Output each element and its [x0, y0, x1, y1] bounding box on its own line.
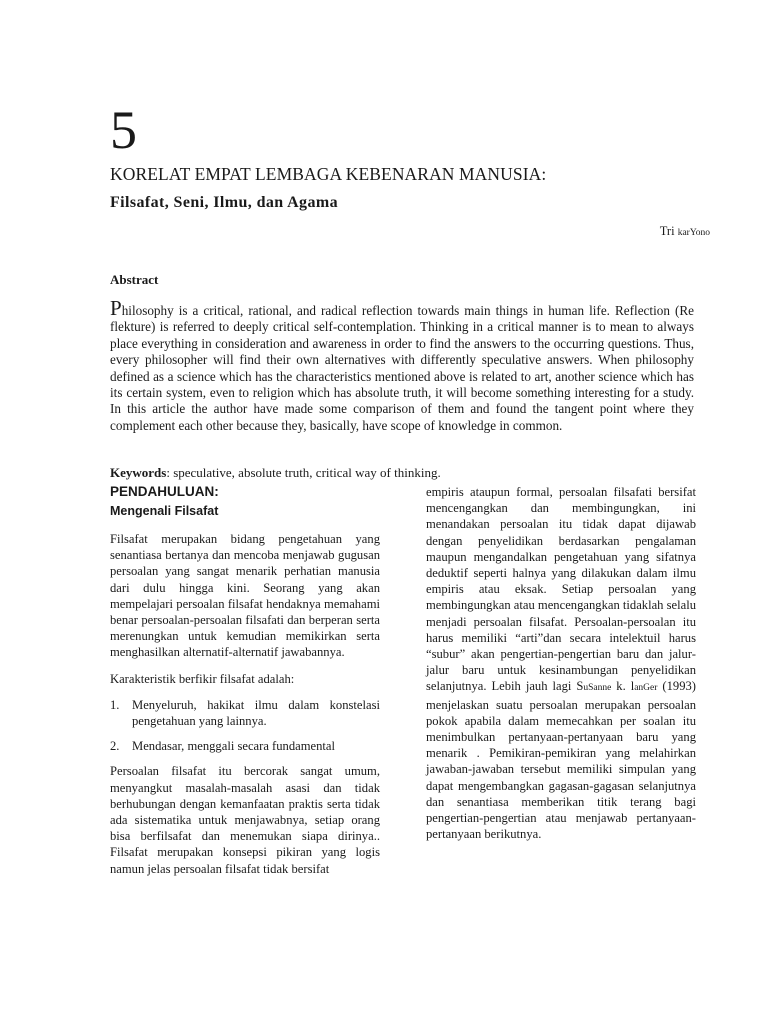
characteristics-list: [110, 697, 380, 755]
section-heading: PENDAHULUAN:: [110, 484, 219, 499]
sub-heading: Mengenali Filsafat: [110, 504, 219, 518]
right-column: [426, 484, 696, 842]
list-item-text: Mendasar, menggali secara fundamental: [132, 739, 336, 754]
author-name: [660, 224, 710, 239]
keywords: [110, 465, 710, 481]
right-column-text-2: (1993) menjelaskan suatu persoalan merupakan persoalan pokok apabila dalam memecahkan per soalan itu menimbulkan pertanyaan-pertanyaan baru yang menarik . Pemikiran-pemikiran yang melahirkan jawaban-jawaban tersebut memiliki simpulan yang dapat mengembangkan gagasan-gagasan selanjutnya dan senantiasa memberikan titik terang bagi pengertian-pengertian atau menjawab pertanyaan-pertanyaan berikutnya.: [426, 679, 696, 842]
keywords-label: Keywords: [110, 465, 167, 480]
cited-author-first: uSanne: [583, 683, 612, 694]
abstract-heading: Abstract: [110, 272, 159, 287]
keywords-text: : speculative, absolute truth, critical way of thinking.: [166, 465, 441, 480]
abstract-text: hilosophy is a critical, rational, and radical reflection towards main things in human life. Reflection (Re flekture) is referred to deeply critical self-contemplation. Thinking in a critical manner is to mean to always place everything in consideration and awareness in order to find the answers to the occurring questions. Thus, every philosopher will find their own alternatives with differently speculative answers. When philosophy defined as a science which has the characteristics mentioned above is related to art, another science which has its certain system, even to religion which has absolute truth, it will become something interesting for a study. In this article the author have made some comparison of them and found the tangent point where they complement each other because they, basically, have scope of knowledge in common.: [110, 303, 694, 433]
cited-author-last: anGer: [634, 683, 658, 694]
article-subtitle: Filsafat, Seni, Ilmu, dan Agama: [110, 194, 338, 211]
left-column: [110, 484, 380, 887]
abstract-dropcap: P: [110, 296, 122, 320]
list-item: [110, 697, 380, 729]
cited-author-last-initial: l: [630, 679, 635, 694]
paragraph-characteristics: Karakteristik berfikir filsafat adalah:: [110, 671, 295, 686]
chapter-number: 5: [110, 100, 137, 160]
paragraph-problems: Persoalan filsafat itu bercorak sangat umum, menyangkut masalah-masalah asasi dan tidak berhubungan dengan kemanfaatan praktis serta tidak ada sistematika untuk menjawabnya, setiap orang bisa berfilsafat dan menemukan siapa dirinya.. Filsafat merupakan konsepsi pikiran yang logis namun jelas persoalan filsafat tidak bersifat: [110, 764, 380, 876]
list-item-text: Menyeluruh, hakikat ilmu dalam konstelasi pengetahuan yang lainnya.: [132, 697, 380, 729]
cited-author-first-initial: S: [576, 679, 584, 694]
cited-author-middle: k.: [611, 679, 631, 694]
list-item: [110, 738, 380, 754]
author-initial: Tri: [659, 224, 678, 238]
abstract-body: [110, 296, 694, 434]
author-surname: karYono: [677, 228, 710, 238]
paragraph-intro: Filsafat merupakan bidang pengetahuan yang senantiasa bertanya dan mencoba menjawab gugusan persoalan yang sangat menarik perhatian manusia dari dulu hingga kini. Seorang yang akan mempelajari persoalan filsafat hendaknya memahami benar persoalan-persoalan filsafati dan berperan serta merenungkan untuk kemudian memikirkan serta menghasilkan alternatif-alternatif jawabannya.: [110, 532, 380, 660]
article-title: KORELAT EMPAT LEMBAGA KEBENARAN MANUSIA:: [110, 164, 547, 184]
right-column-text-1: empiris ataupun formal, persoalan filsafati bersifat mencengangkan dan membingungkan, ini menandakan persoalan itu tidak dapat dijawab dengan penyelidikan berdasarkan pengalaman maupun mengandalkan pengetahuan yang sifatnya deduktif seperti halnya yang dilakukan dalam ilmu empiris atau eksak. Setiap persoalan yang membingungkan atau mencengangkan tidaklah selalu menjadi persoalan filsafat. Persoalan-persoalan itu harus memiliki “arti”dan secara intelektuil harus “subur” akan pengertian-pengertian baru dan jalur-jalur baru untuk kesinambungan penyelidikan selanjutnya. Lebih jauh lagi: [426, 485, 696, 694]
list-item-number: 2.: [110, 739, 120, 754]
list-item-number: 1.: [110, 697, 120, 712]
